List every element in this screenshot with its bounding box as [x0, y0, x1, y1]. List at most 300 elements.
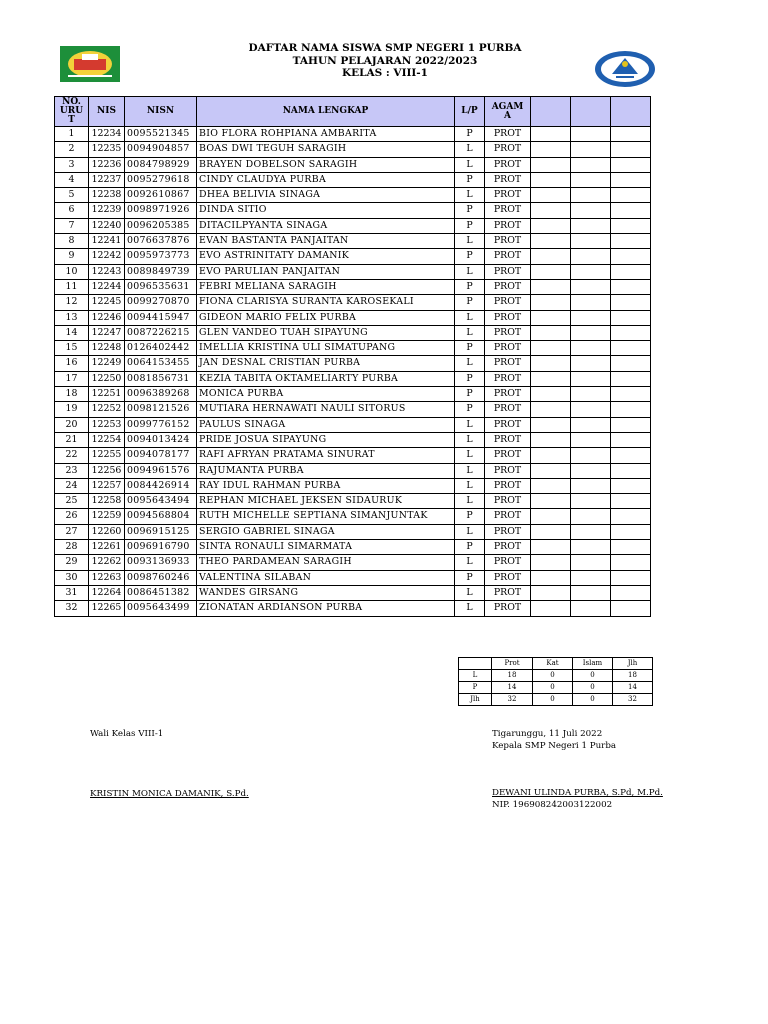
cell-agama: PROT: [485, 417, 531, 432]
cell-blank-3: [611, 494, 651, 509]
cell-blank-2: [571, 402, 611, 417]
cell-blank-1: [531, 172, 571, 187]
cell-nisn: 0096535631: [125, 279, 197, 294]
cell-blank-2: [571, 463, 611, 478]
summary-cell: 0: [533, 694, 573, 706]
cell-agama: PROT: [485, 494, 531, 509]
cell-agama: PROT: [485, 463, 531, 478]
summary-cell: 0: [533, 682, 573, 694]
table-row: [55, 524, 651, 539]
cell-lp: L: [455, 157, 485, 172]
cell-lp: P: [455, 172, 485, 187]
cell-no: 7: [55, 218, 89, 233]
cell-no: 3: [55, 157, 89, 172]
cell-nama: SERGIO GABRIEL SINAGA: [197, 524, 455, 539]
cell-agama: PROT: [485, 279, 531, 294]
cell-blank-2: [571, 234, 611, 249]
cell-agama: PROT: [485, 234, 531, 249]
table-row: [55, 279, 651, 294]
cell-nama: RAJUMANTA PURBA: [197, 463, 455, 478]
cell-blank-3: [611, 371, 651, 386]
cell-lp: L: [455, 463, 485, 478]
cell-blank-3: [611, 310, 651, 325]
col-header-no: NO. URU T: [55, 97, 89, 127]
cell-nis: 12259: [89, 509, 125, 524]
cell-nis: 12236: [89, 157, 125, 172]
cell-no: 23: [55, 463, 89, 478]
cell-blank-3: [611, 279, 651, 294]
cell-blank-1: [531, 188, 571, 203]
title-line-2: TAHUN PELAJARAN 2022/2023: [292, 54, 478, 67]
cell-agama: PROT: [485, 585, 531, 600]
cell-blank-1: [531, 371, 571, 386]
col-header-blank-3: [611, 97, 651, 127]
cell-blank-1: [531, 570, 571, 585]
cell-blank-3: [611, 249, 651, 264]
table-row: [55, 234, 651, 249]
summary-row: [459, 682, 653, 694]
cell-nis: 12240: [89, 218, 125, 233]
cell-no: 14: [55, 325, 89, 340]
cell-blank-2: [571, 570, 611, 585]
cell-nama: ZIONATAN ARDIANSON PURBA: [197, 601, 455, 616]
col-header-nisn: NISN: [125, 97, 197, 127]
summary-header-cell: Prot: [492, 658, 533, 670]
cell-nis: 12254: [89, 432, 125, 447]
cell-nis: 12261: [89, 540, 125, 555]
cell-nisn: 0084426914: [125, 478, 197, 493]
summary-cell: 0: [573, 670, 613, 682]
summary-cell: 0: [573, 682, 613, 694]
table-row: [55, 417, 651, 432]
cell-nama: DHEA BELIVIA SINAGA: [197, 188, 455, 203]
cell-lp: P: [455, 295, 485, 310]
cell-nama: IMELLIA KRISTINA ULI SIMATUPANG: [197, 341, 455, 356]
table-row: [55, 432, 651, 447]
summary-table: [458, 657, 653, 706]
cell-nama: EVO ASTRINITATY DAMANIK: [197, 249, 455, 264]
cell-blank-3: [611, 402, 651, 417]
cell-blank-1: [531, 356, 571, 371]
table-row: [55, 157, 651, 172]
cell-nama: DINDA SITIO: [197, 203, 455, 218]
cell-nama: THEO PARDAMEAN SARAGIH: [197, 555, 455, 570]
cell-blank-1: [531, 417, 571, 432]
cell-blank-2: [571, 157, 611, 172]
summary-row: [459, 694, 653, 706]
cell-blank-3: [611, 478, 651, 493]
cell-no: 19: [55, 402, 89, 417]
wali-kelas-name: KRISTIN MONICA DAMANIK, S.Pd.: [90, 789, 249, 799]
cell-nis: 12253: [89, 417, 125, 432]
cell-blank-3: [611, 448, 651, 463]
cell-no: 26: [55, 509, 89, 524]
cell-lp: P: [455, 341, 485, 356]
summary-header-row: [459, 658, 653, 670]
cell-no: 8: [55, 234, 89, 249]
cell-nama: BIO FLORA ROHPIANA AMBARITA: [197, 127, 455, 142]
cell-agama: PROT: [485, 356, 531, 371]
cell-nis: 12246: [89, 310, 125, 325]
cell-nisn: 0094904857: [125, 142, 197, 157]
cell-blank-2: [571, 142, 611, 157]
cell-blank-3: [611, 387, 651, 402]
cell-blank-3: [611, 325, 651, 340]
cell-nisn: 0095279618: [125, 172, 197, 187]
table-row: [55, 127, 651, 142]
cell-nisn: 0094415947: [125, 310, 197, 325]
cell-nisn: 0096205385: [125, 218, 197, 233]
cell-nama: SINTA RONAULI SIMARMATA: [197, 540, 455, 555]
cell-nisn: 0064153455: [125, 356, 197, 371]
cell-nama: REPHAN MICHAEL JEKSEN SIDAURUK: [197, 494, 455, 509]
cell-blank-1: [531, 555, 571, 570]
cell-nis: 12247: [89, 325, 125, 340]
cell-agama: PROT: [485, 570, 531, 585]
cell-lp: P: [455, 203, 485, 218]
document-title: [150, 42, 620, 80]
table-row: [55, 509, 651, 524]
cell-nisn: 0095973773: [125, 249, 197, 264]
cell-nis: 12257: [89, 478, 125, 493]
cell-lp: L: [455, 601, 485, 616]
cell-blank-3: [611, 295, 651, 310]
cell-nisn: 0098971926: [125, 203, 197, 218]
cell-blank-2: [571, 188, 611, 203]
summary-row: [459, 670, 653, 682]
cell-lp: L: [455, 325, 485, 340]
cell-blank-3: [611, 127, 651, 142]
cell-nis: 12264: [89, 585, 125, 600]
cell-agama: PROT: [485, 249, 531, 264]
cell-nisn: 0094078177: [125, 448, 197, 463]
cell-blank-1: [531, 341, 571, 356]
cell-nisn: 0076637876: [125, 234, 197, 249]
cell-blank-2: [571, 448, 611, 463]
cell-blank-1: [531, 524, 571, 539]
cell-blank-2: [571, 432, 611, 447]
cell-nama: GLEN VANDEO TUAH SIPAYUNG: [197, 325, 455, 340]
cell-blank-1: [531, 387, 571, 402]
cell-blank-1: [531, 295, 571, 310]
cell-nama: VALENTINA SILABAN: [197, 570, 455, 585]
cell-blank-3: [611, 524, 651, 539]
cell-nisn: 0098760246: [125, 570, 197, 585]
cell-blank-2: [571, 325, 611, 340]
cell-blank-3: [611, 157, 651, 172]
table-row: [55, 448, 651, 463]
cell-nisn: 0093136933: [125, 555, 197, 570]
cell-nis: 12263: [89, 570, 125, 585]
cell-nama: GIDEON MARIO FELIX PURBA: [197, 310, 455, 325]
cell-nisn: 0094013424: [125, 432, 197, 447]
cell-agama: PROT: [485, 341, 531, 356]
cell-agama: PROT: [485, 478, 531, 493]
cell-agama: PROT: [485, 188, 531, 203]
cell-nisn: 0092610867: [125, 188, 197, 203]
cell-blank-2: [571, 524, 611, 539]
table-row: [55, 218, 651, 233]
cell-nama: BOAS DWI TEGUH SARAGIH: [197, 142, 455, 157]
cell-nisn: 0084798929: [125, 157, 197, 172]
cell-blank-1: [531, 478, 571, 493]
cell-blank-2: [571, 371, 611, 386]
cell-nis: 12245: [89, 295, 125, 310]
cell-nisn: 0126402442: [125, 341, 197, 356]
table-row: [55, 387, 651, 402]
cell-agama: PROT: [485, 371, 531, 386]
cell-no: 6: [55, 203, 89, 218]
cell-agama: PROT: [485, 157, 531, 172]
cell-nisn: 0095643494: [125, 494, 197, 509]
cell-no: 18: [55, 387, 89, 402]
table-row: [55, 463, 651, 478]
cell-blank-2: [571, 279, 611, 294]
kepala-sekolah-name: DEWANI ULINDA PURBA, S.Pd, M.Pd.: [492, 788, 663, 798]
cell-nis: 12251: [89, 387, 125, 402]
col-header-lp: L/P: [455, 97, 485, 127]
cell-lp: L: [455, 448, 485, 463]
cell-no: 2: [55, 142, 89, 157]
cell-blank-3: [611, 432, 651, 447]
table-row: [55, 172, 651, 187]
cell-nisn: 0096389268: [125, 387, 197, 402]
cell-lp: L: [455, 310, 485, 325]
cell-nisn: 0098121526: [125, 402, 197, 417]
cell-blank-3: [611, 264, 651, 279]
cell-blank-1: [531, 234, 571, 249]
table-row: [55, 325, 651, 340]
cell-blank-1: [531, 432, 571, 447]
cell-nama: PRIDE JOSUA SIPAYUNG: [197, 432, 455, 447]
table-row: [55, 356, 651, 371]
cell-nis: 12249: [89, 356, 125, 371]
table-row: [55, 540, 651, 555]
summary-cell: 32: [492, 694, 533, 706]
cell-blank-3: [611, 142, 651, 157]
cell-agama: PROT: [485, 509, 531, 524]
cell-no: 17: [55, 371, 89, 386]
cell-lp: L: [455, 142, 485, 157]
cell-nisn: 0096916790: [125, 540, 197, 555]
kepala-sekolah-label: Kepala SMP Negeri 1 Purba: [492, 741, 617, 751]
cell-lp: P: [455, 371, 485, 386]
table-row: [55, 188, 651, 203]
cell-no: 5: [55, 188, 89, 203]
cell-nama: RUTH MICHELLE SEPTIANA SIMANJUNTAK: [197, 509, 455, 524]
cell-blank-3: [611, 509, 651, 524]
cell-agama: PROT: [485, 524, 531, 539]
cell-nama: BRAYEN DOBELSON SARAGIH: [197, 157, 455, 172]
cell-nisn: 0095521345: [125, 127, 197, 142]
cell-no: 29: [55, 555, 89, 570]
cell-blank-3: [611, 234, 651, 249]
cell-agama: PROT: [485, 432, 531, 447]
cell-blank-1: [531, 157, 571, 172]
cell-blank-2: [571, 356, 611, 371]
table-row: [55, 295, 651, 310]
kepala-sekolah-nip: NIP. 196908242003122002: [492, 800, 613, 810]
cell-nama: PAULUS SINAGA: [197, 417, 455, 432]
cell-no: 15: [55, 341, 89, 356]
col-header-blank-1: [531, 97, 571, 127]
cell-agama: PROT: [485, 172, 531, 187]
cell-nisn: 0089849739: [125, 264, 197, 279]
cell-nis: 12255: [89, 448, 125, 463]
cell-blank-3: [611, 463, 651, 478]
table-row: [55, 570, 651, 585]
cell-agama: PROT: [485, 264, 531, 279]
cell-nisn: 0081856731: [125, 371, 197, 386]
cell-lp: P: [455, 540, 485, 555]
cell-nama: RAY IDUL RAHMAN PURBA: [197, 478, 455, 493]
cell-blank-2: [571, 218, 611, 233]
table-row: [55, 555, 651, 570]
summary-cell: 0: [573, 694, 613, 706]
cell-blank-2: [571, 555, 611, 570]
cell-no: 24: [55, 478, 89, 493]
cell-nis: 12256: [89, 463, 125, 478]
cell-blank-1: [531, 218, 571, 233]
cell-nis: 12237: [89, 172, 125, 187]
summary-cell: P: [459, 682, 492, 694]
cell-blank-2: [571, 341, 611, 356]
cell-blank-3: [611, 555, 651, 570]
wali-kelas-label: Wali Kelas VIII-1: [90, 729, 164, 739]
cell-blank-2: [571, 295, 611, 310]
school-logo-left: [60, 46, 120, 82]
cell-blank-1: [531, 601, 571, 616]
cell-blank-1: [531, 249, 571, 264]
summary-header-cell: Kat: [533, 658, 573, 670]
title-line-3: KELAS : VIII-1: [342, 67, 428, 79]
cell-nis: 12250: [89, 371, 125, 386]
summary-header-cell: Jlh: [613, 658, 653, 670]
table-row: [55, 478, 651, 493]
cell-nama: EVAN BASTANTA PANJAITAN: [197, 234, 455, 249]
cell-blank-1: [531, 585, 571, 600]
cell-no: 11: [55, 279, 89, 294]
summary-cell: 18: [613, 670, 653, 682]
cell-blank-2: [571, 249, 611, 264]
cell-nis: 12243: [89, 264, 125, 279]
cell-nis: 12234: [89, 127, 125, 142]
cell-agama: PROT: [485, 325, 531, 340]
cell-lp: P: [455, 387, 485, 402]
cell-blank-1: [531, 279, 571, 294]
table-row: [55, 601, 651, 616]
cell-blank-1: [531, 127, 571, 142]
cell-blank-2: [571, 494, 611, 509]
cell-no: 31: [55, 585, 89, 600]
cell-blank-3: [611, 188, 651, 203]
summary-cell: 18: [492, 670, 533, 682]
cell-blank-1: [531, 402, 571, 417]
cell-no: 21: [55, 432, 89, 447]
cell-nis: 12248: [89, 341, 125, 356]
cell-nisn: 0086451382: [125, 585, 197, 600]
table-row: [55, 264, 651, 279]
cell-nama: KEZIA TABITA OKTAMELIARTY PURBA: [197, 371, 455, 386]
cell-no: 10: [55, 264, 89, 279]
cell-lp: L: [455, 478, 485, 493]
cell-agama: PROT: [485, 310, 531, 325]
cell-lp: L: [455, 417, 485, 432]
cell-blank-2: [571, 540, 611, 555]
cell-nis: 12258: [89, 494, 125, 509]
cell-blank-2: [571, 387, 611, 402]
cell-blank-2: [571, 203, 611, 218]
cell-lp: P: [455, 279, 485, 294]
title-line-1: DAFTAR NAMA SISWA SMP NEGERI 1 PURBA: [248, 42, 522, 54]
student-table: [54, 96, 651, 617]
cell-nis: 12235: [89, 142, 125, 157]
cell-agama: PROT: [485, 402, 531, 417]
col-header-nama: NAMA LENGKAP: [197, 97, 455, 127]
cell-nis: 12241: [89, 234, 125, 249]
cell-blank-2: [571, 264, 611, 279]
cell-agama: PROT: [485, 203, 531, 218]
cell-blank-3: [611, 570, 651, 585]
cell-no: 27: [55, 524, 89, 539]
cell-no: 25: [55, 494, 89, 509]
cell-lp: L: [455, 494, 485, 509]
col-header-blank-2: [571, 97, 611, 127]
cell-no: 4: [55, 172, 89, 187]
summary-cell: 14: [613, 682, 653, 694]
cell-blank-1: [531, 463, 571, 478]
cell-nama: EVO PARULIAN PANJAITAN: [197, 264, 455, 279]
cell-nama: RAFI AFRYAN PRATAMA SINURAT: [197, 448, 455, 463]
cell-blank-2: [571, 509, 611, 524]
cell-nama: WANDES GIRSANG: [197, 585, 455, 600]
cell-agama: PROT: [485, 218, 531, 233]
cell-nisn: 0094961576: [125, 463, 197, 478]
cell-agama: PROT: [485, 295, 531, 310]
cell-nisn: 0099270870: [125, 295, 197, 310]
summary-cell: 0: [533, 670, 573, 682]
cell-nama: MONICA PURBA: [197, 387, 455, 402]
cell-no: 32: [55, 601, 89, 616]
cell-blank-1: [531, 142, 571, 157]
cell-nis: 12239: [89, 203, 125, 218]
cell-lp: L: [455, 585, 485, 600]
table-row: [55, 371, 651, 386]
cell-blank-3: [611, 356, 651, 371]
cell-nama: FEBRI MELIANA SARAGIH: [197, 279, 455, 294]
table-row: [55, 402, 651, 417]
cell-agama: PROT: [485, 127, 531, 142]
cell-blank-2: [571, 417, 611, 432]
cell-blank-2: [571, 310, 611, 325]
cell-agama: PROT: [485, 540, 531, 555]
cell-blank-1: [531, 310, 571, 325]
cell-blank-1: [531, 509, 571, 524]
cell-lp: L: [455, 234, 485, 249]
cell-blank-2: [571, 601, 611, 616]
cell-lp: P: [455, 218, 485, 233]
cell-blank-3: [611, 218, 651, 233]
cell-nisn: 0096915125: [125, 524, 197, 539]
table-row: [55, 585, 651, 600]
cell-nis: 12252: [89, 402, 125, 417]
cell-nis: 12265: [89, 601, 125, 616]
cell-blank-2: [571, 585, 611, 600]
cell-lp: L: [455, 555, 485, 570]
cell-agama: PROT: [485, 142, 531, 157]
table-header-row: [55, 97, 651, 127]
cell-blank-3: [611, 540, 651, 555]
